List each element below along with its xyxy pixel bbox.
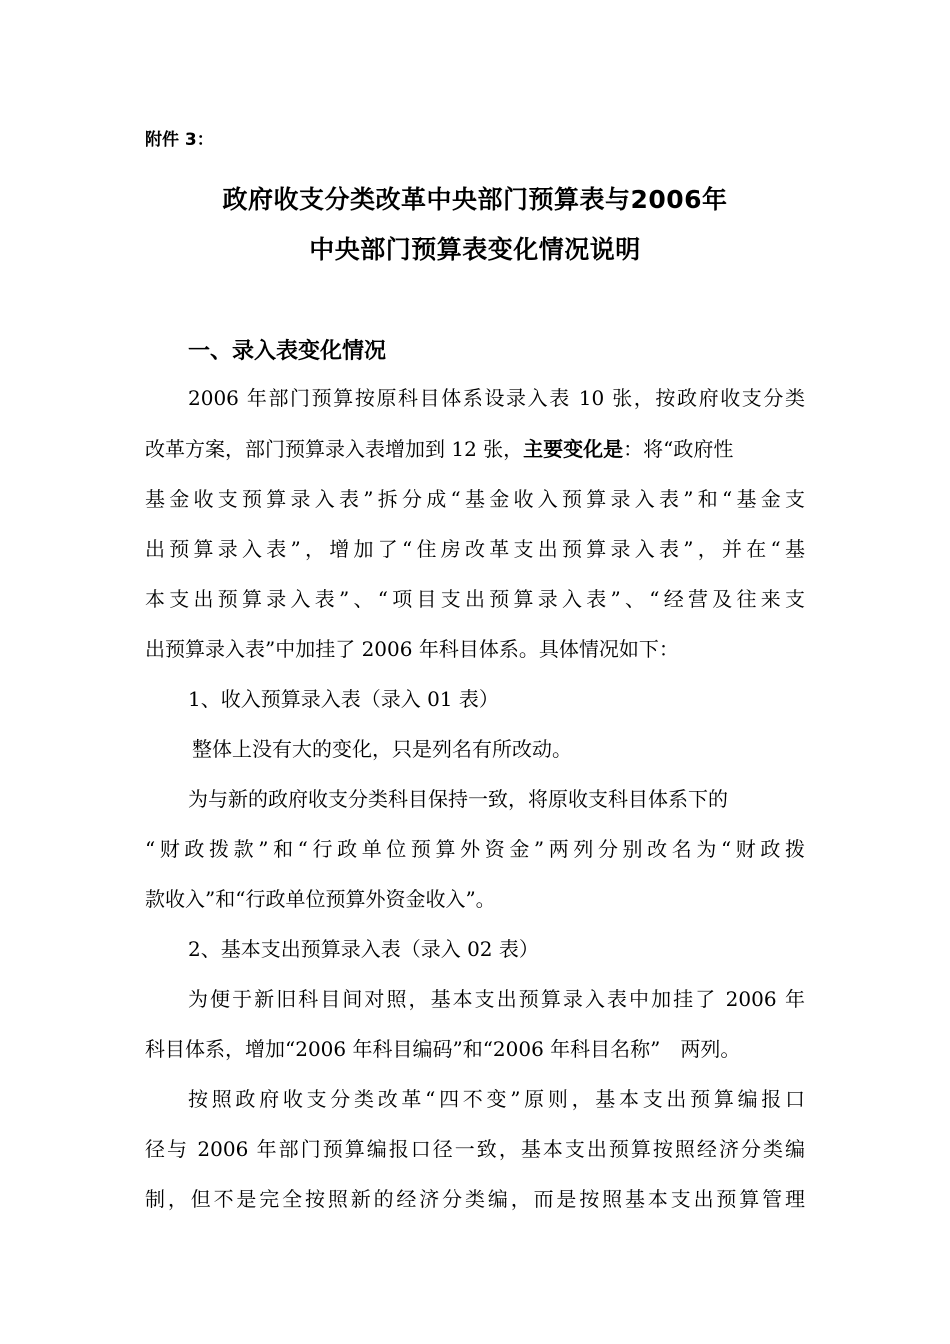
- paragraph-line: 为与新的政府收支分类科目保持一致，将原收支科目体系下的: [188, 787, 728, 811]
- paragraph-text: 改革方案，部门预算录入表增加到 12 张，: [145, 437, 524, 461]
- document-title-line-2: 中央部门预算表变化情况说明: [309, 235, 641, 264]
- paragraph-line: 出预算录入表”，增加了“住房改革支出预算录入表”，并在“基: [145, 537, 805, 561]
- subsection-heading: 1、收入预算录入表（录入 01 表）: [188, 687, 499, 711]
- document-title-line-1: 政府收支分类改革中央部门预算表与2006年: [222, 185, 728, 214]
- paragraph-line: 出预算录入表”中加挂了 2006 年科目体系。具体情况如下：: [145, 637, 679, 661]
- paragraph-text: ：将“政府性: [623, 437, 734, 461]
- paragraph-line: 科目体系，增加“2006 年科目编码”和“2006 年科目名称” 两列。: [145, 1037, 741, 1061]
- paragraph-line: 按照政府收支分类改革“四不变”原则，基本支出预算编报口: [188, 1087, 805, 1111]
- paragraph-line: 整体上没有大的变化，只是列名有所改动。: [192, 737, 572, 761]
- paragraph-line: 径与 2006 年部门预算编报口径一致，基本支出预算按照经济分类编: [145, 1137, 805, 1161]
- paragraph-line: “财政拨款”和“行政单位预算外资金”两列分别改名为“财政拨: [145, 837, 805, 861]
- paragraph-line: 基金收支预算录入表”拆分成“基金收入预算录入表”和“基金支: [145, 487, 805, 511]
- section-heading-1: 一、录入表变化情况: [188, 339, 387, 364]
- subsection-heading: 2、基本支出预算录入表（录入 02 表）: [188, 937, 539, 961]
- paragraph-line: 为便于新旧科目间对照，基本支出预算录入表中加挂了 2006 年: [188, 987, 805, 1011]
- paragraph-line: 制，但不是完全按照新的经济分类编，而是按照基本支出预算管理: [145, 1187, 805, 1211]
- attachment-label: 附件 3：: [145, 130, 214, 150]
- emphasis-text: 主要变化是: [523, 437, 624, 461]
- paragraph-line: 2006 年部门预算按原科目体系设录入表 10 张，按政府收支分类: [188, 386, 805, 410]
- paragraph-line: 本支出预算录入表”、“项目支出预算录入表”、“经营及往来支: [145, 587, 805, 611]
- paragraph-line: 款收入”和“行政单位预算外资金收入”。: [145, 887, 496, 911]
- paragraph-line: [145, 434, 805, 464]
